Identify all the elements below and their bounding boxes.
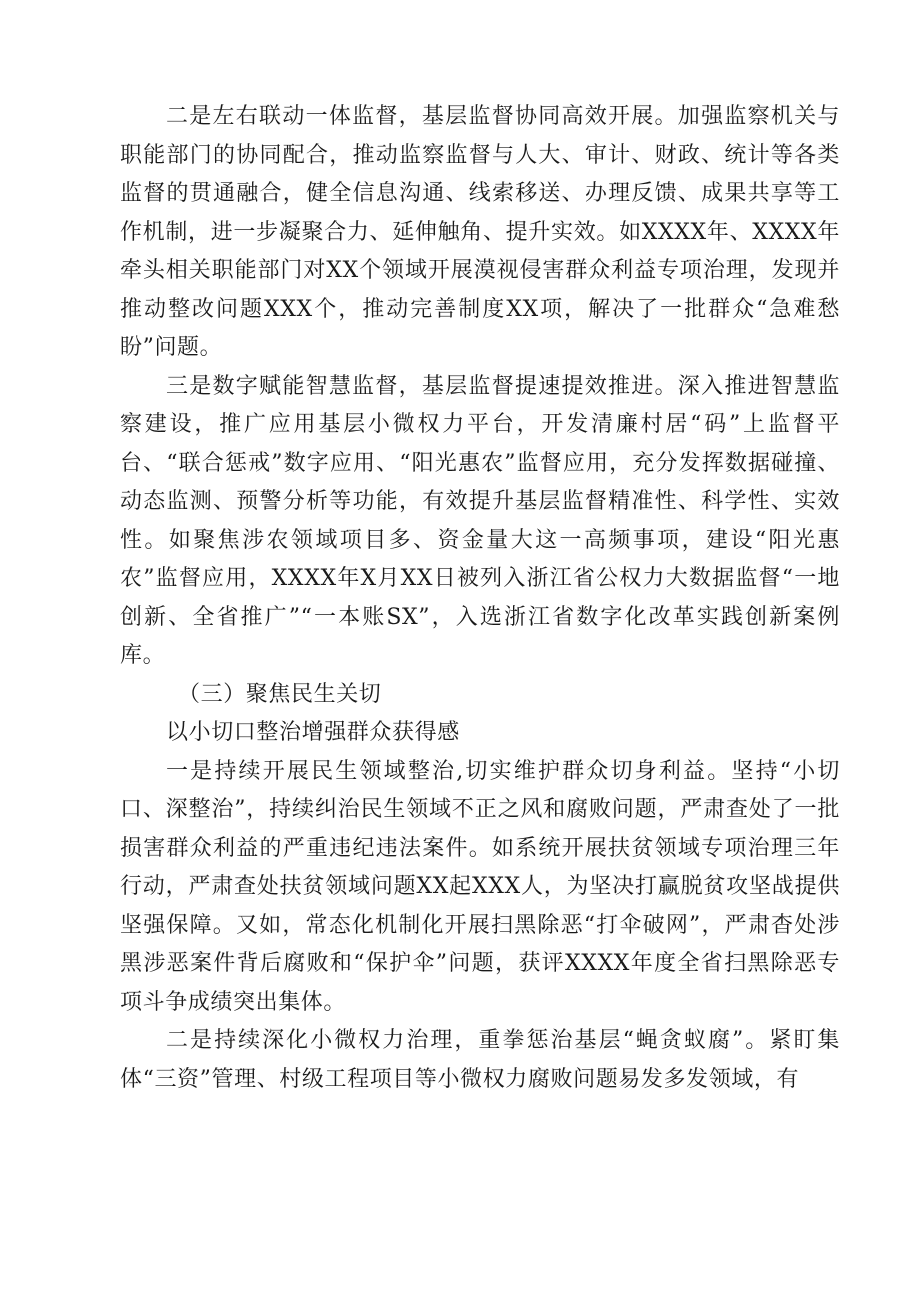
- paragraph-digital-supervision: 三是数字赋能智慧监督，基层监督提速提效推进。深入推进智慧监察建设，推广应用基层小微权力平台，开发清廉村居“码”上监督平台、“联合惩戒”数字应用、“阳光惠农”监督应用，充分发挥数据碰撞、动态监测、预警分析等功能，有效提升基层监督精准性、科学性、实效性。如聚焦涉农领域项目多、资金量大这一高频事项，建设“阳光惠农”监督应用，XXXX年X月XX日被列入浙江省公权力大数据监督“一地创新、全省推广”“一本账SX”，入选浙江省数字化改革实践创新案例库。: [120, 373, 840, 668]
- paragraph-livelihood-rectification: 一是持续开展民生领域整治,切实维护群众切身利益。坚持“小切口、深整治”，持续纠治民生领域不正之风和腐败问题，严肃查处了一批损害群众利益的严重违纪违法案件。如系统开展扶贫领域专项治理三年行动，严肃查处扶贫领域问题XX起XXX人，为坚决打赢脱贫攻坚战提供坚强保障。又如，常态化机制化开展扫黑除恶“打伞破网”，严肃杳处涉黑涉恶案件背后腐败和“保护伞”问题，获评XXXX年度全省扫黑除恶专项斗争成绩突出集体。: [120, 758, 840, 1015]
- document-body: [120, 98, 840, 1099]
- paragraph-micro-power-governance: 二是持续深化小微权力治理，重拳惩治基层“蝇贪蚁腐”。紧盯集体“三资”管理、村级工程项目等小微权力腐败问题易发多发领域，有: [120, 1028, 840, 1092]
- section-heading: （三）聚焦民生关切: [178, 681, 382, 707]
- paragraph-joint-supervision: 二是左右联动一体监督，基层监督协同高效开展。加强监察机关与职能部门的协同配合，推动监察监督与人大、审计、财政、统计等各类监督的贯通融合，健全信息沟通、线索移送、办理反馈、成果共享等工作机制，进一步凝聚合力、延伸触角、提升实效。如XXXX年、XXXX年牵头相关职能部门对XX个领域开展漠视侵害群众利益专项治理，发现并推动整改问题XXX个，推动完善制度XX项，解决了一批群众“急难愁盼”问题。: [120, 104, 840, 360]
- section-subheading: 以小切口整治增强群众获得感: [166, 720, 460, 745]
